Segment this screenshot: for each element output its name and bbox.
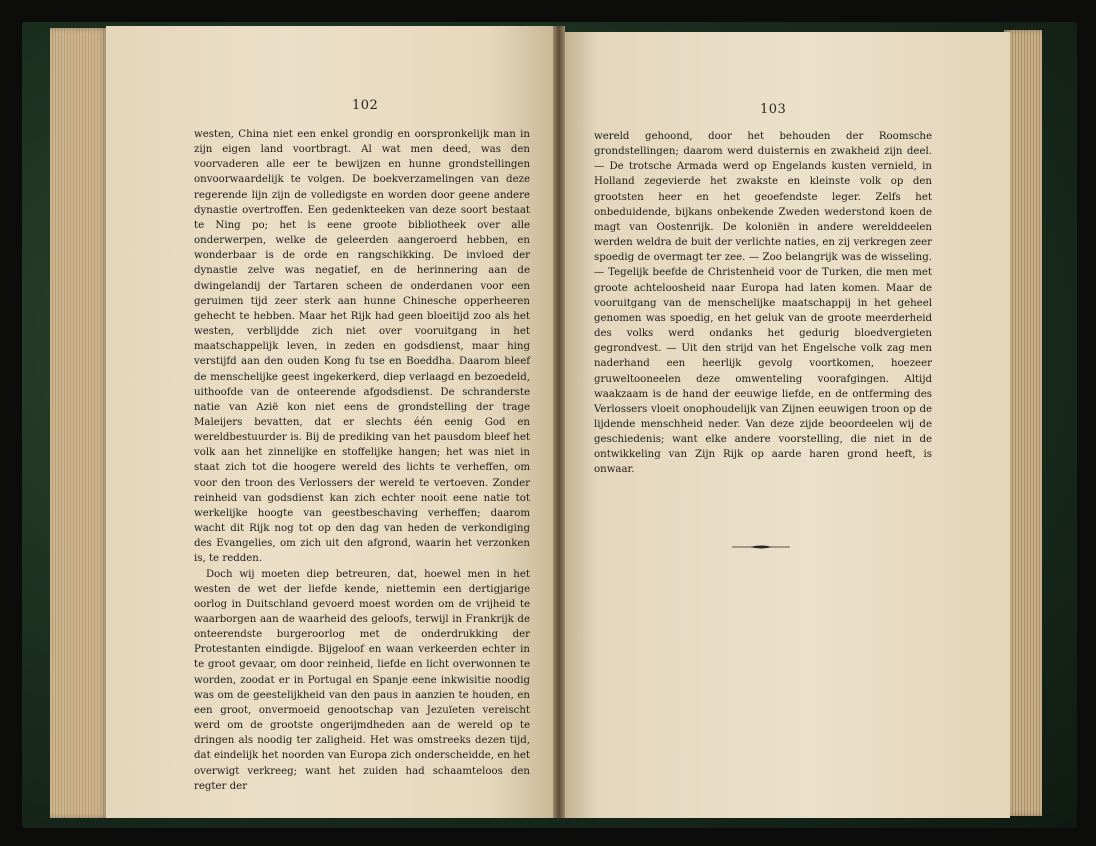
left-page-number: 102 bbox=[352, 98, 379, 113]
right-page-number: 103 bbox=[760, 102, 787, 117]
paragraph: westen, China niet een enkel grondig en oorspronkelijk man in zijn eigen land voortbragt. Al wat men deed, was den voorvaderen alle eer te bewijzen en hunne grondstellingen onvoorwaardelijk te volgen. De boekverzamelingen van deze regerende lijn zijn de volledigste en worden door geene andere dynastie overtroffen. Een gedenkteeken van deze soort bestaat te Ning po; het is eene groote bibliotheek over alle onderwerpen, welke de geleerden aangeroerd hebben, en wonderbaar is de orde en rangschikking. De invloed der dynastie zelve was negatief, en de herinnering aan de dwingelandij der Tartaren scheen de onderdanen voor een geruimen tijd zeer sterk aan hunne Chinesche opperheeren gehecht te hebben. Maar het Rijk had geen bloeitijd zoo als het westen, verblijdde zich niet over vooruitgang in het maatschappelijk leven, in zeden en godsdienst, maar hing verstijfd aan den ouden Kong fu tse en Boeddha. Daarom bleef de menschelijke geest ingekerkerd, diep verlaagd en bezoedeld, uithoofde van de onteerende afgodsdienst. De schranderste natie van Azië kon niet eens de grondstelling der trage Maleijers bevatten, dat er slechts één eenig God en wereldbestuurder is. Bij de prediking van het pausdom bleef het volk aan het zinnelijke en stoffelijke hangen; het was niet in staat zich tot die hoogere wereld des lichts te verheffen, om voor den troon des Verlossers der wereld te vertoeven. Zonder reinheid van godsdienst kan zich echter nooit eene natie tot werkelijke hoogte van geestbeschaving verheffen; daarom wacht dit Rijk nog tot op den dag van heden de verkondiging des Evangelies, om zich uit den afgrond, waarin het verzonken is, te redden. bbox=[194, 129, 530, 565]
left-page-text bbox=[194, 127, 530, 794]
right-page-text bbox=[594, 129, 932, 478]
book-gutter bbox=[553, 26, 565, 818]
page-edges-left bbox=[50, 28, 108, 818]
paragraph: wereld gehoond, door het behouden der Roomsche grondstellingen; daarom werd duisternis en zwakheid zijn deel. — De trotsche Armada werd op Engelands kusten vernield, in Holland zegevierde het zwakste en kleinste volk op den grootsten heer en het geoefendste leger. Zelfs het onbeduidende, bijkans onbekende Zweden wederstond koen de magt van Oostenrijk. De koloniën in andere werelddeelen werden weldra de buit der verlichte naties, en zij verkregen zeer spoedig de overmagt ter zee. — Zoo belangrijk was de wisseling. — Tegelijk beefde de Christenheid voor de Turken, die men met groote achteloosheid naar Europa had laten komen. Maar de vooruitgang van de menschelijke maatschappij in het geheel genomen was spoedig, en het geluk van de groote meerderheid des volks werd ondanks het gedurig bloedvergieten gegrondvest. — Uit den strijd van het Engelsche volk zag men naderhand een heerlijk gevolg voortkomen, hoezeer gruweltooneelen deze omwenteling voorafgingen. Altijd waakzaam is de hand der eeuwige liefde, en de ontferming des Verlossers vloeit onophoudelijk van Zijnen eeuwigen troon op de lijdende menschheid neder. Van deze zijde beoordeelen wij de geschiedenis; want elke andere voorstelling, die niet in de ontwikkeling van Zijn Rijk op aarde haren grond heeft, is onwaar. bbox=[594, 131, 932, 476]
paragraph: Doch wij moeten diep betreuren, dat, hoewel men in het westen de wet der liefde kende, niettemin een dertigjarige oorlog in Duitschland gevoerd moest worden om de vrijheid te waarborgen aan de waarheid des geloofs, terwijl in Frankrijk de onteerendste burgeroorlog met de onderdrukking der Protestanten eindigde. Bijgeloof en waan verkeerden echter in te groot gevaar, om door reinheid, liefde en licht overwonnen te worden, zoodat er in Portugal en Spanje eene inkwisitie noodig was om de geestelijkheid van den paus in aanzien te houden, en een groot, onvermoeid genootschap van Jezuïeten vereischt werd om de grootste ongerijmdheden aan de wereld op te dringen als noodig ter zaligheid. Het was omstreeks dezen tijd, dat eindelijk het noorden van Europa zich onderscheidde, en het overwigt verkreeg; want het zuiden had schaamteloos den regter der bbox=[194, 568, 530, 792]
section-end-ornament bbox=[732, 544, 790, 550]
